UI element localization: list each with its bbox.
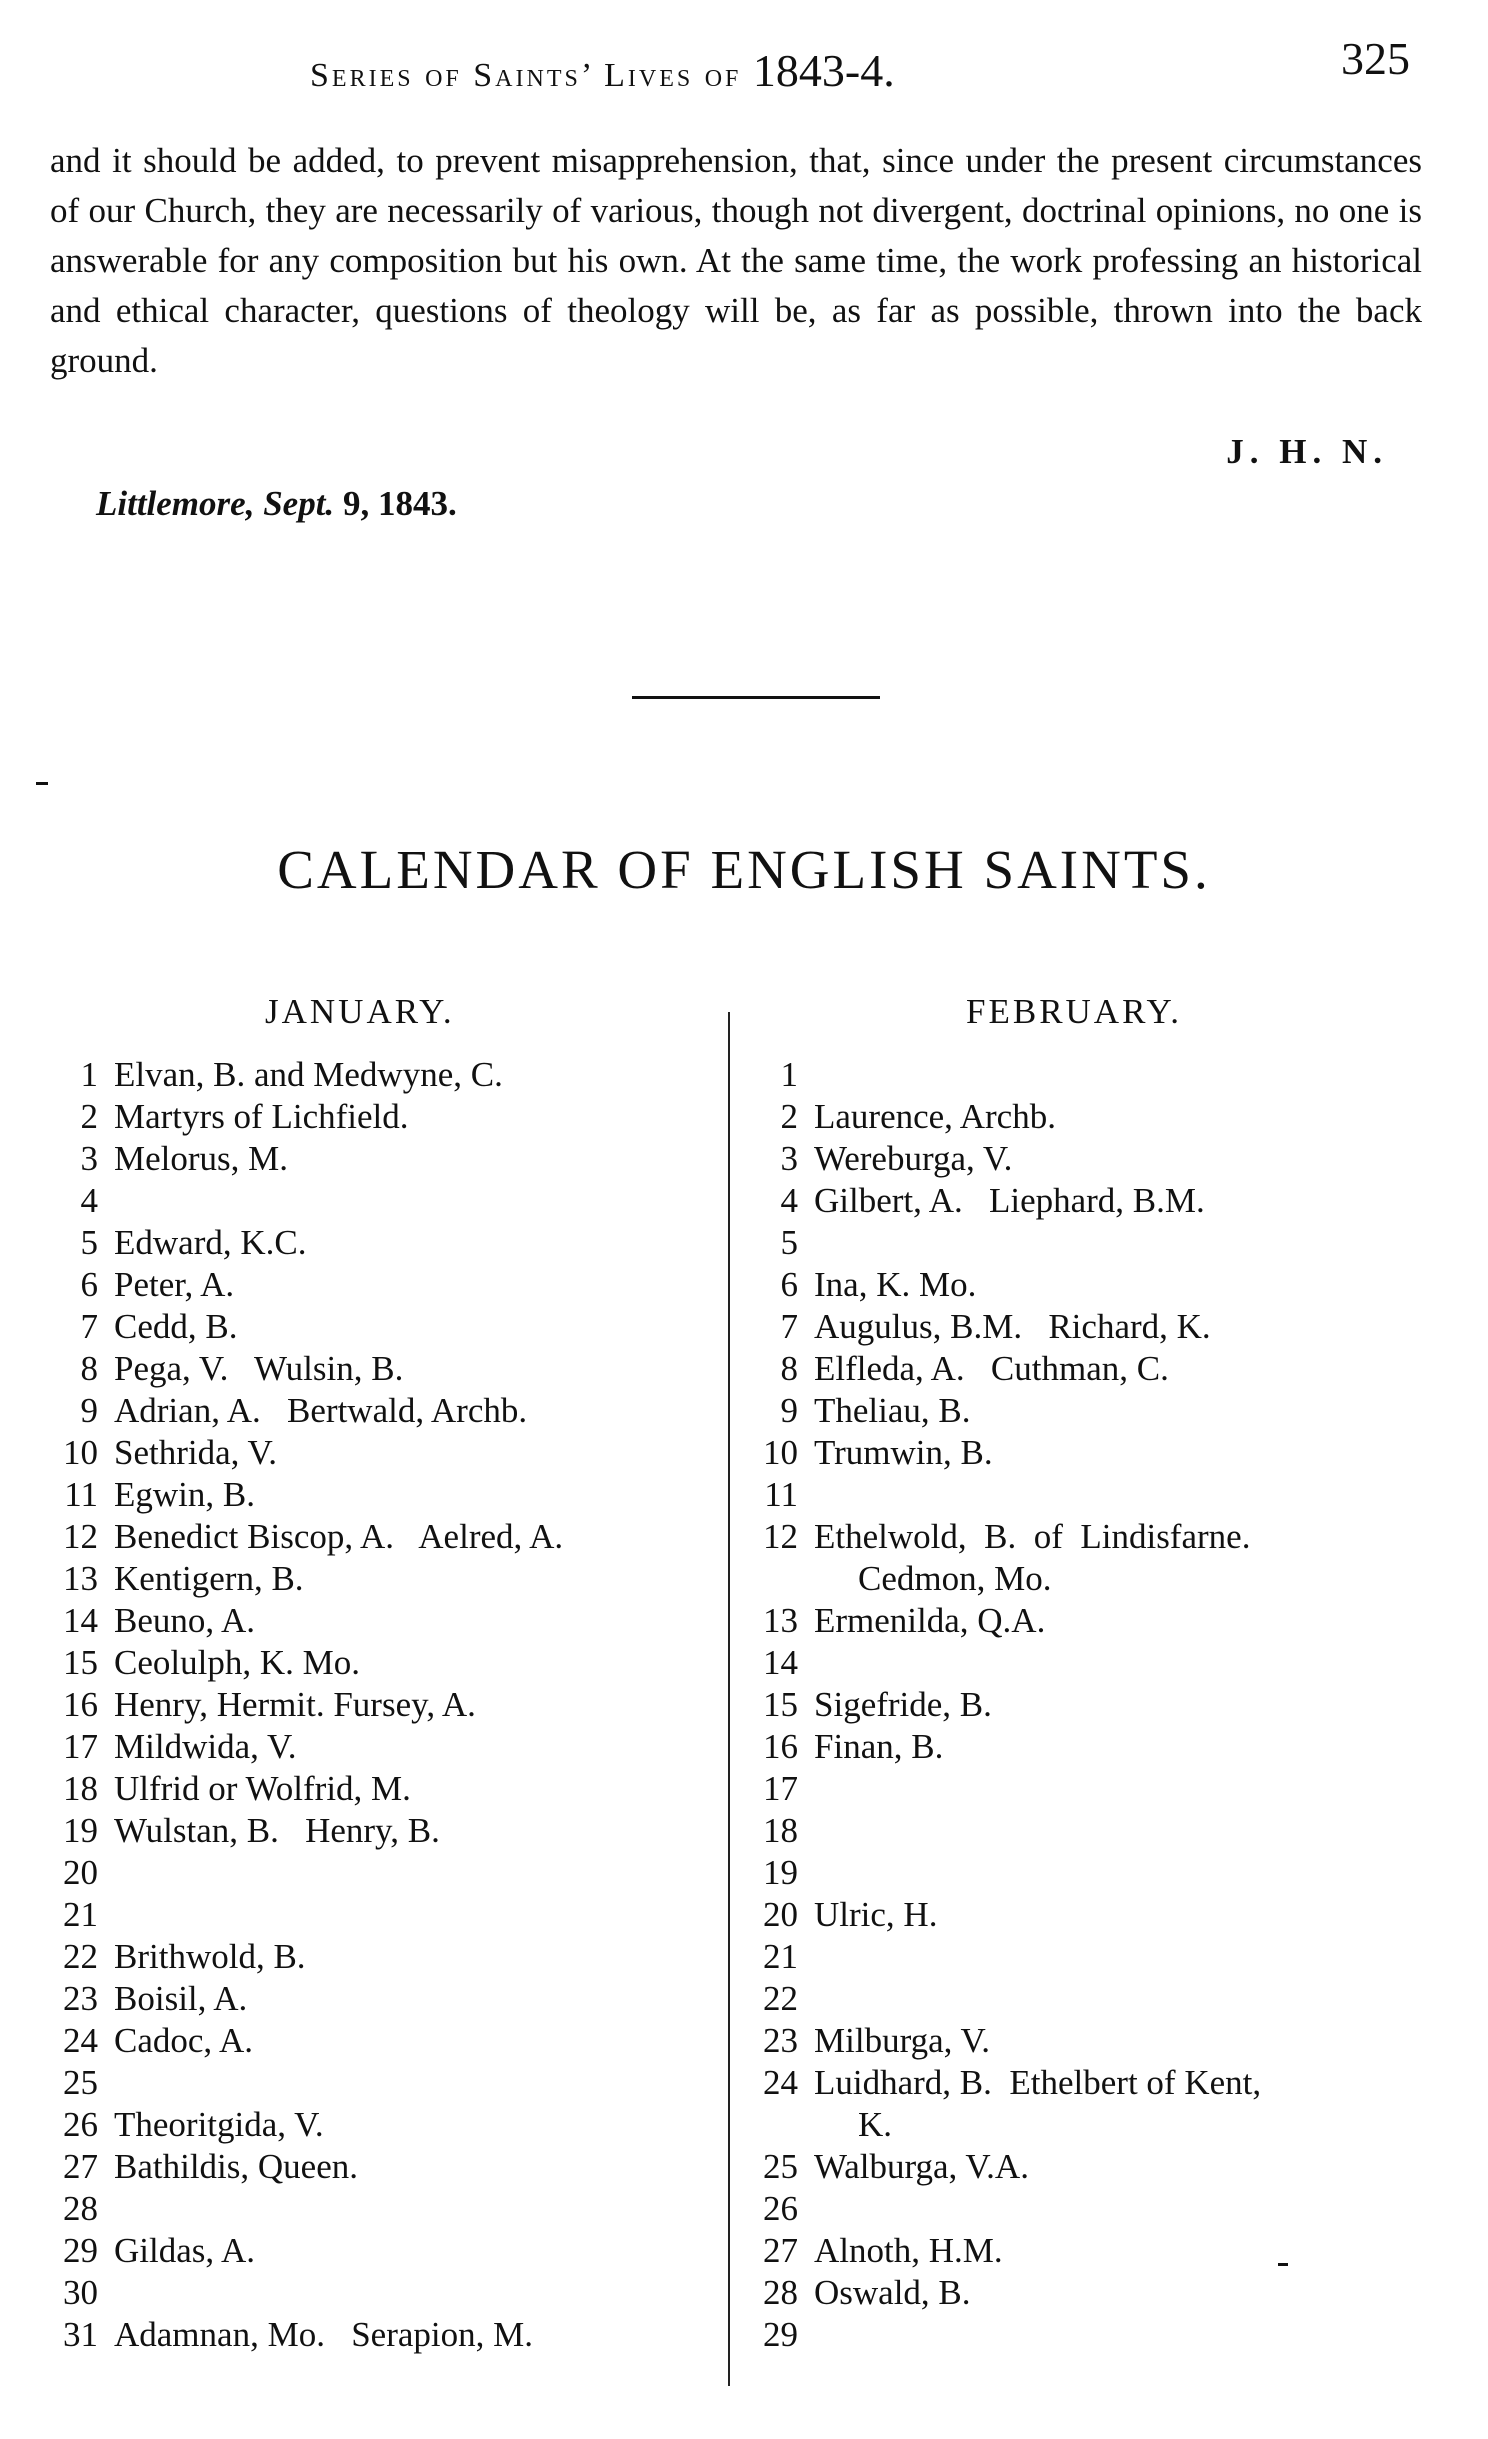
day-number: 1 <box>80 1055 98 1094</box>
dateline <box>96 484 457 524</box>
day-number: 6 <box>80 1265 98 1304</box>
running-head-years: 1843-4. <box>752 45 895 96</box>
page-number: 325 <box>1341 33 1410 84</box>
january-day-entry <box>40 2272 700 2314</box>
day-row <box>40 1726 700 1768</box>
day-row <box>740 1474 1430 1516</box>
february-day-entry <box>740 1096 1430 1138</box>
day-number: 2 <box>780 1097 798 1136</box>
day-saints: Sigefride, B. <box>814 1685 992 1724</box>
february-day-entry <box>740 1852 1430 1894</box>
day-row <box>740 2146 1430 2188</box>
section-divider-rule <box>632 696 880 699</box>
day-number: 5 <box>780 1223 798 1262</box>
january-day-entry <box>40 1642 700 1684</box>
day-saints: Milburga, V. <box>814 2021 991 2060</box>
day-number: 10 <box>763 1433 798 1472</box>
day-saints <box>814 1852 1430 1894</box>
day-number: 12 <box>763 1517 798 1556</box>
january-day-entry <box>40 1180 700 1222</box>
day-row <box>40 2020 700 2062</box>
day-number: 8 <box>80 1349 98 1388</box>
day-saints: Boisil, A. <box>114 1979 248 2018</box>
day-row <box>740 1180 1430 1222</box>
day-number: 23 <box>63 1979 98 2018</box>
day-saints: Brithwold, B. <box>114 1937 306 1976</box>
day-number: 6 <box>780 1265 798 1304</box>
january-day-entry <box>40 2104 700 2146</box>
day-number: 24 <box>763 2063 798 2102</box>
running-head <box>50 28 1410 98</box>
january-day-entry <box>40 1726 700 1768</box>
january-day-entry <box>40 1894 700 1936</box>
day-row <box>40 1600 700 1642</box>
stray-print-mark <box>36 782 48 785</box>
preface-paragraph: and it should be added, to prevent misapprehension, that, since under the present circumstances of our Church, they are necessarily of various, though not divergent, doctrinal opinions, no one is answerable for any composition but his own. At the same time, the work professing an historical and ethical character, questions of theology will be, as far as possible, thrown into the back ground. <box>50 141 1422 380</box>
february-day-entry <box>740 1684 1430 1726</box>
february-day-entry <box>740 2230 1430 2272</box>
january-day-list <box>40 1054 700 2356</box>
february-day-entry <box>740 1432 1430 1474</box>
day-row <box>740 1642 1430 1684</box>
day-row <box>740 1516 1430 1558</box>
stray-print-mark <box>1278 2263 1288 2266</box>
day-number: 3 <box>780 1139 798 1178</box>
day-saints: Beuno, A. <box>114 1601 255 1640</box>
day-number: 1 <box>780 1055 798 1094</box>
day-row <box>740 1096 1430 1138</box>
day-row <box>40 1348 700 1390</box>
day-saints: Ermenilda, Q.A. <box>814 1601 1046 1640</box>
day-number: 7 <box>80 1307 98 1346</box>
day-number: 16 <box>763 1727 798 1766</box>
january-day-entry <box>40 1138 700 1180</box>
day-number: 26 <box>63 2105 98 2144</box>
day-number: 9 <box>80 1391 98 1430</box>
day-saints <box>814 1642 1430 1684</box>
february-day-entry <box>740 1600 1430 1642</box>
february-day-entry <box>740 1726 1430 1768</box>
day-row <box>740 1138 1430 1180</box>
day-row <box>740 1978 1430 2020</box>
january-day-entry <box>40 1348 700 1390</box>
day-saints: Ulric, H. <box>814 1895 938 1934</box>
day-number: 17 <box>63 1727 98 1766</box>
day-saints: Adrian, A. Bertwald, Archb. <box>114 1391 528 1430</box>
day-row <box>40 2146 700 2188</box>
day-saints <box>114 1852 700 1894</box>
day-number: 20 <box>63 1853 98 1892</box>
day-saints <box>114 1894 700 1936</box>
february-day-entry <box>740 1138 1430 1180</box>
day-row <box>40 1180 700 1222</box>
day-row <box>40 1516 700 1558</box>
day-saints <box>814 2314 1430 2356</box>
day-number: 13 <box>63 1559 98 1598</box>
day-saints: Wereburga, V. <box>814 1139 1013 1178</box>
day-number: 29 <box>763 2315 798 2354</box>
day-number: 26 <box>763 2189 798 2228</box>
day-saints: Luidhard, B. Ethelbert of Kent, <box>814 2063 1262 2102</box>
day-row <box>740 2272 1430 2314</box>
day-row <box>40 1306 700 1348</box>
day-number: 15 <box>63 1643 98 1682</box>
day-saints: Trumwin, B. <box>814 1433 993 1472</box>
running-head-title <box>310 44 895 97</box>
january-day-entry <box>40 1054 700 1096</box>
day-saints: Oswald, B. <box>814 2273 971 2312</box>
day-number: 21 <box>763 1937 798 1976</box>
day-saints-continuation: Cedmon, Mo. <box>858 1559 1052 1598</box>
february-day-entry <box>740 2188 1430 2230</box>
day-saints: Ulfrid or Wolfrid, M. <box>114 1769 411 1808</box>
day-saints: Edward, K.C. <box>114 1223 307 1262</box>
february-day-entry <box>740 1180 1430 1222</box>
day-saints: Melorus, M. <box>114 1139 289 1178</box>
day-number: 20 <box>763 1895 798 1934</box>
day-number: 22 <box>63 1937 98 1976</box>
day-row <box>40 1264 700 1306</box>
february-day-entry <box>740 1222 1430 1264</box>
january-day-entry <box>40 1852 700 1894</box>
day-number: 24 <box>63 2021 98 2060</box>
day-number: 15 <box>763 1685 798 1724</box>
day-row <box>740 1306 1430 1348</box>
day-row <box>740 1810 1430 1852</box>
day-saints <box>814 1810 1430 1852</box>
day-number: 28 <box>763 2273 798 2312</box>
day-saints: Gilbert, A. Liephard, B.M. <box>814 1181 1205 1220</box>
january-day-entry <box>40 1474 700 1516</box>
day-row <box>40 1894 700 1936</box>
february-day-entry <box>740 1642 1430 1684</box>
day-number: 3 <box>80 1139 98 1178</box>
day-row <box>740 1264 1430 1306</box>
day-number: 19 <box>763 1853 798 1892</box>
day-row <box>40 2188 700 2230</box>
january-day-entry <box>40 1222 700 1264</box>
january-day-entry <box>40 2062 700 2104</box>
day-number: 29 <box>63 2231 98 2270</box>
day-row <box>40 1096 700 1138</box>
february-day-entry <box>740 1768 1430 1810</box>
day-saints: Ina, K. Mo. <box>814 1265 977 1304</box>
day-saints <box>814 1936 1430 1978</box>
january-day-entry <box>40 2230 700 2272</box>
dateline-rest: 9, 1843. <box>342 484 457 523</box>
day-number: 4 <box>80 1181 98 1220</box>
day-saints: Augulus, B.M. Richard, K. <box>814 1307 1211 1346</box>
day-number: 10 <box>63 1433 98 1472</box>
february-day-entry <box>740 1054 1430 1096</box>
day-row <box>740 1852 1430 1894</box>
day-saints <box>814 1978 1430 2020</box>
day-saints <box>114 2062 700 2104</box>
day-row <box>40 1684 700 1726</box>
day-row <box>740 1390 1430 1432</box>
day-saints: Sethrida, V. <box>114 1433 278 1472</box>
day-row <box>740 1726 1430 1768</box>
day-row <box>740 1936 1430 1978</box>
day-saints <box>814 1222 1430 1264</box>
day-row <box>740 1054 1430 1096</box>
day-row <box>40 2230 700 2272</box>
january-day-entry <box>40 1936 700 1978</box>
day-number: 5 <box>80 1223 98 1262</box>
dateline-place: Littlemore, <box>96 484 255 523</box>
february-day-entry <box>740 1390 1430 1432</box>
day-row <box>40 1138 700 1180</box>
day-number: 14 <box>63 1601 98 1640</box>
day-saints: Kentigern, B. <box>114 1559 304 1598</box>
january-day-entry <box>40 2020 700 2062</box>
day-number: 4 <box>780 1181 798 1220</box>
day-number: 18 <box>63 1769 98 1808</box>
day-row <box>40 1768 700 1810</box>
january-day-entry <box>40 1600 700 1642</box>
day-saints: Henry, Hermit. Fursey, A. <box>114 1685 476 1724</box>
month-heading-february: FEBRUARY. <box>966 992 1183 1031</box>
month-heading-january: JANUARY. <box>265 992 455 1031</box>
day-saints: Bathildis, Queen. <box>114 2147 358 2186</box>
february-day-entry <box>740 2314 1430 2356</box>
day-row <box>740 1684 1430 1726</box>
day-row <box>40 1432 700 1474</box>
february-day-entry <box>740 1306 1430 1348</box>
day-number: 31 <box>63 2315 98 2354</box>
day-saints: Benedict Biscop, A. Aelred, A. <box>114 1517 564 1556</box>
day-row <box>740 1348 1430 1390</box>
day-number: 25 <box>763 2147 798 2186</box>
day-saints: Gildas, A. <box>114 2231 255 2270</box>
day-row <box>40 1222 700 1264</box>
february-day-entry <box>740 1936 1430 1978</box>
day-saints <box>814 1768 1430 1810</box>
day-row <box>40 1390 700 1432</box>
day-number: 14 <box>763 1643 798 1682</box>
day-number: 11 <box>764 1475 798 1514</box>
day-saints: Alnoth, H.M. <box>814 2231 1003 2270</box>
day-number: 8 <box>780 1349 798 1388</box>
day-saints: Ethelwold, B. of Lindisfarne. <box>814 1517 1251 1556</box>
day-row <box>40 1474 700 1516</box>
day-row <box>740 1894 1430 1936</box>
february-day-entry <box>740 1810 1430 1852</box>
day-number: 25 <box>63 2063 98 2102</box>
january-day-entry <box>40 2146 700 2188</box>
day-saints: Wulstan, B. Henry, B. <box>114 1811 440 1850</box>
january-day-entry <box>40 1810 700 1852</box>
day-saints <box>114 2272 700 2314</box>
day-row <box>40 2104 700 2146</box>
day-row <box>40 2272 700 2314</box>
day-row <box>40 2062 700 2104</box>
january-day-entry <box>40 1516 700 1558</box>
day-saints <box>814 1054 1430 1096</box>
february-day-entry <box>740 1348 1430 1390</box>
day-number: 2 <box>80 1097 98 1136</box>
day-saints: Cadoc, A. <box>114 2021 254 2060</box>
day-number: 21 <box>63 1895 98 1934</box>
day-number: 9 <box>780 1391 798 1430</box>
dateline-month: Sept. <box>263 484 335 523</box>
day-row <box>40 1936 700 1978</box>
day-number: 11 <box>64 1475 98 1514</box>
day-number: 23 <box>763 2021 798 2060</box>
day-row <box>40 1978 700 2020</box>
day-number: 7 <box>780 1307 798 1346</box>
day-saints: Ceolulph, K. Mo. <box>114 1643 360 1682</box>
day-row <box>40 1054 700 1096</box>
january-day-entry <box>40 1432 700 1474</box>
day-saints <box>114 2188 700 2230</box>
day-row <box>40 1558 700 1600</box>
day-row <box>740 1432 1430 1474</box>
running-head-title-text: Series of Saints’ Lives of <box>310 57 742 94</box>
author-initials: J. H. N. <box>1226 432 1388 471</box>
january-day-entry <box>40 1978 700 2020</box>
february-day-entry <box>740 1474 1430 1516</box>
february-day-entry <box>740 1516 1430 1600</box>
day-saints: Finan, B. <box>814 1727 944 1766</box>
day-saints: Egwin, B. <box>114 1475 255 1514</box>
day-saints: Walburga, V.A. <box>814 2147 1029 2186</box>
february-day-entry <box>740 2020 1430 2062</box>
day-row <box>740 1600 1430 1642</box>
day-saints: Laurence, Archb. <box>814 1097 1056 1136</box>
day-row <box>40 2314 700 2356</box>
january-day-entry <box>40 1306 700 1348</box>
january-day-entry <box>40 1264 700 1306</box>
day-number: 22 <box>763 1979 798 2018</box>
day-saints: Adamnan, Mo. Serapion, M. <box>114 2315 533 2354</box>
day-row <box>740 1222 1430 1264</box>
day-row <box>740 2062 1430 2104</box>
day-row <box>740 2020 1430 2062</box>
day-saints: Martyrs of Lichfield. <box>114 1097 409 1136</box>
day-saints: Elfleda, A. Cuthman, C. <box>814 1349 1169 1388</box>
day-saints: Peter, A. <box>114 1265 235 1304</box>
day-number: 17 <box>763 1769 798 1808</box>
calendar-title: CALENDAR OF ENGLISH SAINTS. <box>277 839 1211 900</box>
day-row <box>40 1642 700 1684</box>
day-saints: Cedd, B. <box>114 1307 238 1346</box>
day-number: 12 <box>63 1517 98 1556</box>
february-day-entry <box>740 1978 1430 2020</box>
day-row <box>740 2314 1430 2356</box>
february-day-entry <box>740 1264 1430 1306</box>
february-day-list <box>740 1054 1430 2356</box>
january-day-entry <box>40 1096 700 1138</box>
column-divider <box>728 1012 730 2386</box>
day-number: 16 <box>63 1685 98 1724</box>
day-saints: Mildwida, V. <box>114 1727 297 1766</box>
day-saints: Elvan, B. and Medwyne, C. <box>114 1055 503 1094</box>
day-number: 19 <box>63 1811 98 1850</box>
day-saints <box>114 1180 700 1222</box>
day-row <box>740 2188 1430 2230</box>
january-day-entry <box>40 1768 700 1810</box>
february-day-entry <box>740 2062 1430 2146</box>
day-saints <box>814 2188 1430 2230</box>
january-day-entry <box>40 1390 700 1432</box>
february-day-entry <box>740 1894 1430 1936</box>
day-saints <box>814 1474 1430 1516</box>
day-row <box>40 1852 700 1894</box>
day-number: 13 <box>763 1601 798 1640</box>
day-saints: Pega, V. Wulsin, B. <box>114 1349 404 1388</box>
february-day-entry <box>740 2146 1430 2188</box>
january-day-entry <box>40 2314 700 2356</box>
day-number: 27 <box>763 2231 798 2270</box>
january-day-entry <box>40 1558 700 1600</box>
january-day-entry <box>40 2188 700 2230</box>
day-row <box>40 1810 700 1852</box>
day-saints: Theliau, B. <box>814 1391 971 1430</box>
day-row <box>740 2230 1430 2272</box>
day-number: 27 <box>63 2147 98 2186</box>
day-number: 28 <box>63 2189 98 2228</box>
day-number: 18 <box>763 1811 798 1850</box>
day-number: 30 <box>63 2273 98 2312</box>
january-day-entry <box>40 1684 700 1726</box>
february-day-entry <box>740 2272 1430 2314</box>
day-row <box>740 1768 1430 1810</box>
day-saints-continuation: K. <box>858 2105 893 2144</box>
day-saints: Theoritgida, V. <box>114 2105 324 2144</box>
